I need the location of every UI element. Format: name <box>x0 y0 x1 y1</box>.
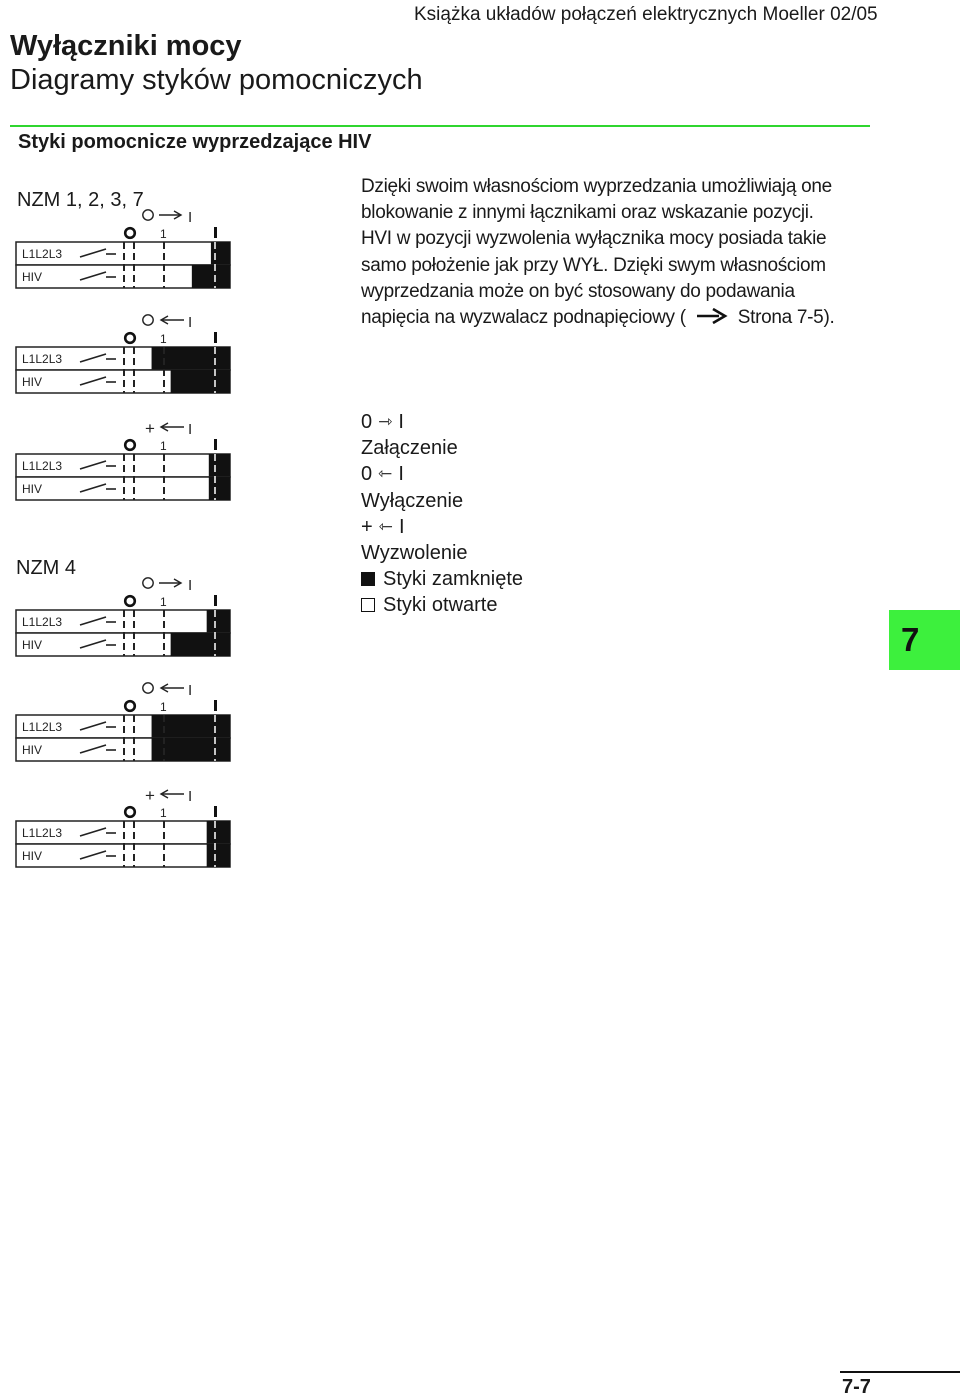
circle-symbol-icon <box>143 683 153 693</box>
arrow-right-icon <box>695 308 729 324</box>
legend-closed: Styki zamknięte <box>361 566 523 592</box>
row-label-hiv: HIV <box>22 270 43 284</box>
trip-plus-symbol: + <box>145 786 155 805</box>
contact-diagram <box>14 568 234 678</box>
page-number: 7-7 <box>842 1376 871 1398</box>
position-zero-marker <box>125 228 135 238</box>
arrow-left-icon: ⇽ <box>378 464 393 484</box>
position-one-label: 1 <box>160 595 167 609</box>
row-label-l1l2l3: L1L2L3 <box>22 459 63 473</box>
row-label-l1l2l3: L1L2L3 <box>22 615 63 629</box>
position-one-label: 1 <box>160 806 167 820</box>
position-on-label: I <box>188 682 193 699</box>
row-label-hiv: HIV <box>22 375 43 389</box>
contact-diagram <box>14 779 234 889</box>
legend-on-label: Załączenie <box>361 437 458 460</box>
contact-diagram-svg <box>14 412 234 507</box>
contact-diagram <box>14 200 234 310</box>
description-line: HVI w pozycji wyzwolenia wyłącznika mocy posiada takie <box>361 228 827 250</box>
position-on-marker <box>214 595 217 606</box>
closed-contact-bar <box>207 610 230 633</box>
closed-contact-bar <box>207 821 230 844</box>
position-on-marker <box>214 227 217 238</box>
closed-contact-bar <box>207 844 230 867</box>
model-label-nzm-1-2-3-7: NZM 1, 2, 3, 7 <box>17 189 144 211</box>
position-on-marker <box>214 439 217 450</box>
legend-off-label: Wyłączenie <box>361 489 464 512</box>
position-on-marker <box>214 700 217 711</box>
description-paragraph <box>361 174 835 331</box>
position-one-label: 1 <box>160 439 167 453</box>
legend-off-symbol: 0 ⇽ I <box>361 461 523 487</box>
row-label-l1l2l3: L1L2L3 <box>22 352 63 366</box>
position-zero-marker <box>125 596 135 606</box>
page-subtitle: Diagramy styków pomocniczych <box>10 64 423 96</box>
arrow-right-icon: ⇾ <box>378 412 393 431</box>
row-label-hiv: HIV <box>22 743 43 757</box>
book-title: Książka układów połączeń elektrycznych Moeller 02/05 <box>414 4 878 25</box>
position-on-marker <box>214 806 217 817</box>
position-on-label: I <box>188 421 193 438</box>
description-line: blokowanie z innymi łącznikami oraz wskazanie pozycji. <box>361 202 814 224</box>
contact-diagram-svg <box>14 305 234 400</box>
contact-diagram <box>14 673 234 783</box>
closed-contact-bar <box>171 633 230 656</box>
section-heading: Styki pomocnicze wyprzedzające HIV <box>18 131 372 153</box>
description-line: samo położenie jak przy WYŁ. Dzięki swym własnościom <box>361 254 826 276</box>
position-zero-marker <box>125 807 135 817</box>
row-label-hiv: HIV <box>22 849 43 863</box>
position-on-label: I <box>188 788 193 805</box>
description-line: Dzięki swoim własnościom wyprzedzania umożliwiają one <box>361 176 832 197</box>
closed-contact-bar <box>209 477 230 500</box>
empty-square-icon <box>361 598 375 612</box>
description-line: napięcia na wyzwalacz podnapięciowy ( <box>361 307 686 329</box>
contact-diagram-svg <box>14 673 234 768</box>
closed-contact-bar <box>192 265 230 288</box>
contact-diagram-svg <box>14 568 234 663</box>
row-label-l1l2l3: L1L2L3 <box>22 247 63 261</box>
contact-diagram-svg <box>14 779 234 874</box>
filled-square-icon <box>361 572 375 586</box>
position-on-label: I <box>188 314 193 331</box>
row-label-hiv: HIV <box>22 482 43 496</box>
legend-trip-label: Wyzwolenie <box>361 541 468 564</box>
position-on-marker <box>214 332 217 343</box>
closed-contact-bar <box>211 242 230 265</box>
page-reference-link[interactable]: Strona 7-5). <box>737 307 835 329</box>
trip-plus-symbol: + <box>145 419 155 438</box>
row-label-hiv: HIV <box>22 638 43 652</box>
circle-symbol-icon <box>143 210 153 220</box>
circle-symbol-icon <box>143 578 153 588</box>
row-label-l1l2l3: L1L2L3 <box>22 826 63 840</box>
header-divider <box>10 125 870 127</box>
legend-trip-symbol: + ⇽ I <box>361 514 523 540</box>
position-zero-marker <box>125 701 135 711</box>
closed-contact-bar <box>209 454 230 477</box>
position-one-label: 1 <box>160 332 167 346</box>
position-on-label: I <box>188 577 193 594</box>
position-zero-marker <box>125 440 135 450</box>
chapter-tab-number: 7 <box>901 621 920 658</box>
chapter-tab[interactable] <box>889 610 960 670</box>
position-on-label: I <box>188 209 193 226</box>
legend-on-symbol: 0 ⇾ I <box>361 409 523 435</box>
arrow-left-icon: ⇽ <box>378 516 393 536</box>
description-line: wyprzedzania może on być stosowany do podawania <box>361 280 795 302</box>
contact-diagram <box>14 412 234 522</box>
legend-open: Styki otwarte <box>361 592 523 618</box>
footer-divider <box>840 1371 960 1373</box>
position-one-label: 1 <box>160 227 167 241</box>
page-title: Wyłączniki mocy <box>10 30 242 62</box>
circle-symbol-icon <box>143 315 153 325</box>
contact-diagram-svg <box>14 200 234 295</box>
position-one-label: 1 <box>160 700 167 714</box>
legend <box>361 409 523 619</box>
position-zero-marker <box>125 333 135 343</box>
model-label-nzm-4: NZM 4 <box>16 557 76 579</box>
contact-diagram <box>14 305 234 415</box>
closed-contact-bar <box>171 370 230 393</box>
row-label-l1l2l3: L1L2L3 <box>22 720 63 734</box>
description-line-last <box>361 305 835 331</box>
